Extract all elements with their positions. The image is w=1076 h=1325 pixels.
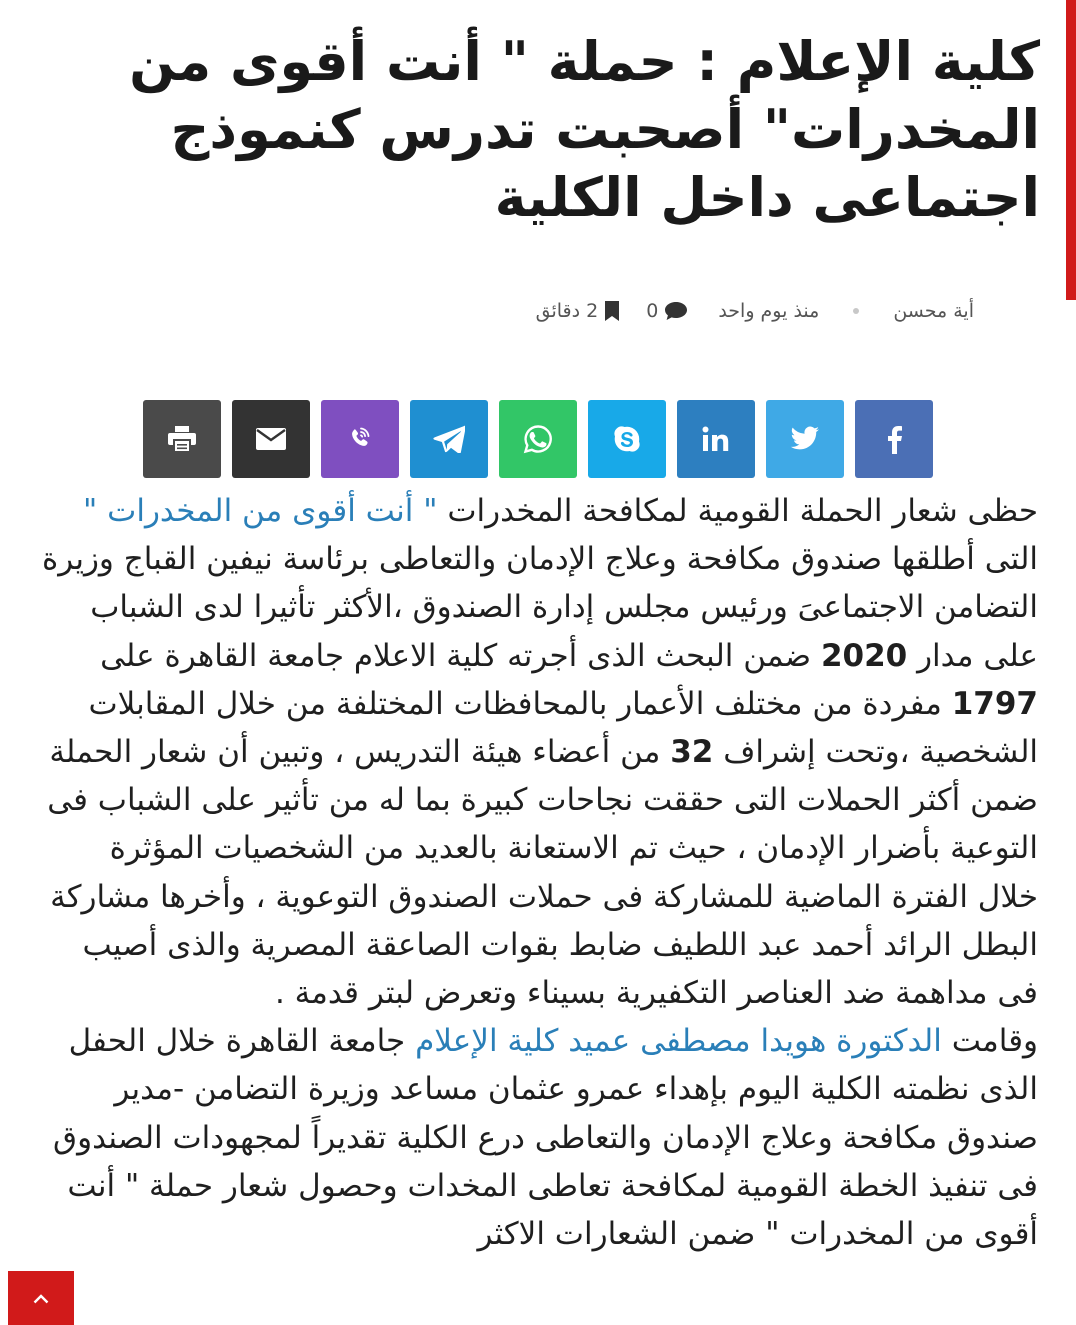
facebook-icon — [884, 424, 904, 454]
email-icon — [256, 428, 286, 450]
article-meta — [480, 294, 974, 328]
paragraph-text: مفردة من مختلف الأعمار بالمحافظات المختلفة من خلال المقابلات الشخصية ،وتحت إشراف — [88, 685, 1038, 771]
article-paragraph — [40, 487, 1038, 1017]
reading-time-value: 2 دقائق — [535, 300, 599, 322]
share-whatsapp-button[interactable] — [499, 400, 577, 478]
share-telegram-button[interactable] — [410, 400, 488, 478]
sample-size-number: 1797 — [951, 685, 1038, 722]
share-print-button[interactable] — [143, 400, 221, 478]
twitter-icon — [790, 426, 820, 452]
share-viber-button[interactable] — [321, 400, 399, 478]
reading-time — [536, 300, 621, 322]
article-title: كلية الإعلام : حملة " أنت أقوى من المخدرات" أصحبت تدرس كنموذج اجتماعى داخل الكلية — [129, 30, 1040, 229]
dean-link[interactable]: الدكتورة هويدا مصطفى عميد كلية الإعلام — [415, 1023, 942, 1060]
article-body — [40, 487, 1038, 1258]
share-buttons — [143, 400, 933, 478]
whatsapp-icon — [523, 424, 553, 454]
linkedin-icon — [702, 426, 730, 452]
scrollbar-track[interactable] — [1066, 0, 1076, 1325]
paragraph-text: حظى شعار الحملة القومية لمكافحة المخدرات — [437, 493, 1038, 529]
share-linkedin-button[interactable] — [677, 400, 755, 478]
share-twitter-button[interactable] — [766, 400, 844, 478]
paragraph-text: ضمن البحث الذى أجرته كلية الاعلام جامعة القاهرة على — [100, 637, 821, 674]
share-skype-button[interactable] — [588, 400, 666, 478]
bookmark-icon — [604, 301, 620, 321]
print-icon — [168, 426, 196, 452]
scrollbar-thumb[interactable] — [1066, 0, 1076, 300]
post-date: منذ يوم واحد — [718, 300, 820, 322]
share-facebook-button[interactable] — [855, 400, 933, 478]
faculty-count-number: 32 — [670, 734, 714, 771]
campaign-link[interactable]: " أنت أقوى من المخدرات " — [83, 493, 438, 529]
separator-dot — [853, 308, 859, 314]
viber-icon — [346, 424, 374, 454]
skype-icon — [613, 425, 641, 453]
back-to-top-button[interactable] — [8, 1271, 74, 1325]
paragraph-text: من أعضاء هيئة التدريس ، وتبين أن شعار الحملة ضمن أكثر الحملات التى حققت نجاحات كبيرة بما له من تأثير على الشباب فى التوعية بأضرار الإدمان ، حيث تم الاستعانة بالعديد من الشخصيات المؤثرة خلال الفترة الماضية للمشاركة فى حملات الصندوق التوعوية ، وأخرها مشاركة البطل الرائد أحمد عبد اللطيف ضابط بقوات الصاعقة المصرية والذى أصيب فى مداهمة ضد العناصر التكفيرية بسيناء وتعرض لبتر قدمة . — [47, 734, 1038, 1012]
paragraph-text: جامعة القاهرة خلال الحفل الذى نظمته الكلية اليوم بإهداء عمرو عثمان مساعد وزيرة التضامن -مدير صندوق مكافحة وعلاج الإدمان والتعاطى درع الكلية تقديراً لمجهودات الصندوق فى تنفيذ الخطة القومية لمكافحة تعاطى المخدات وحصول شعار حملة " أنت أقوى من المخدرات " ضمن الشعارات الاكثر — [53, 1023, 1038, 1253]
comments-icon — [664, 301, 688, 321]
chevron-up-icon — [33, 1289, 49, 1308]
paragraph-text: وقامت — [941, 1023, 1038, 1060]
paragraph-text: التى أطلقها صندوق مكافحة وعلاج الإدمان والتعاطى برئاسة نيفين القباج وزيرة التضامن الاجتماعىَ ورئيس مجلس إدارة الصندوق ،الأكثر تأثيرا لدى الشباب على مدار — [41, 541, 1038, 674]
comments-count-value: 0 — [646, 300, 659, 322]
telegram-icon — [433, 425, 465, 453]
share-email-button[interactable] — [232, 400, 310, 478]
year-number: 2020 — [820, 637, 908, 674]
article-paragraph — [40, 1017, 1038, 1258]
author-name[interactable]: أية محسن — [893, 300, 974, 322]
comments-count[interactable] — [646, 300, 688, 322]
